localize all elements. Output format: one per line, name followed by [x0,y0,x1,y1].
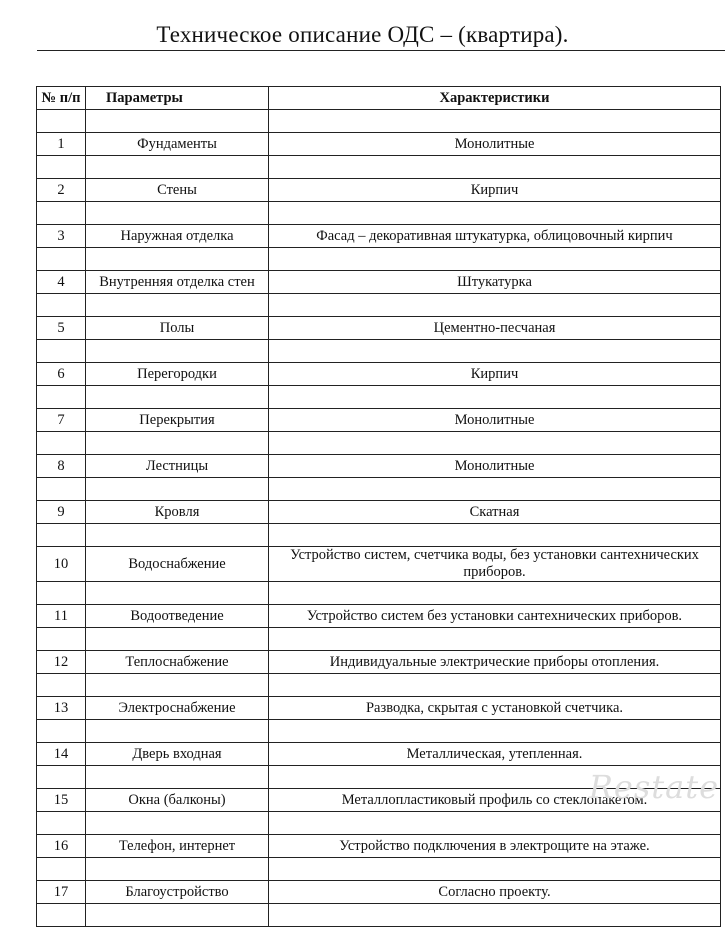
spacer-row [37,110,721,133]
row-number: 3 [37,225,86,248]
row-param: Лестницы [86,455,269,478]
spacer-cell [86,766,269,789]
spacer-row [37,904,721,927]
spacer-cell [37,248,86,271]
row-number: 15 [37,789,86,812]
spacer-cell [269,340,721,363]
row-value: Индивидуальные электрические приборы отопления. [269,651,721,674]
row-number: 13 [37,697,86,720]
table-row [37,409,721,432]
spacer-cell [269,674,721,697]
spacer-cell [37,432,86,455]
spacer-cell [37,202,86,225]
row-value: Металлопластиковый профиль со стеклопакетом. [269,789,721,812]
row-number: 6 [37,363,86,386]
spacer-row [37,294,721,317]
spacer-cell [37,386,86,409]
header-params: Параметры [86,87,269,110]
spacer-cell [269,812,721,835]
table-row [37,501,721,524]
spacer-row [37,674,721,697]
spacer-cell [86,202,269,225]
row-value: Согласно проекту. [269,881,721,904]
row-number: 10 [37,547,86,582]
row-number: 17 [37,881,86,904]
spacer-cell [37,478,86,501]
spacer-cell [86,432,269,455]
spacer-cell [269,110,721,133]
spacer-cell [86,628,269,651]
restate-watermark: Restate [588,768,719,806]
row-value: Кирпич [269,179,721,202]
row-param: Дверь входная [86,743,269,766]
spacer-row [37,812,721,835]
row-param: Стены [86,179,269,202]
spacer-cell [86,340,269,363]
table-row [37,317,721,340]
spacer-cell [86,478,269,501]
row-param: Электроснабжение [86,697,269,720]
row-param: Фундаменты [86,133,269,156]
spacer-cell [269,156,721,179]
spacer-cell [37,340,86,363]
row-number: 12 [37,651,86,674]
row-number: 2 [37,179,86,202]
spacer-cell [86,904,269,927]
spacer-cell [37,294,86,317]
table-row [37,835,721,858]
row-param: Телефон, интернет [86,835,269,858]
spacer-row [37,582,721,605]
spacer-cell [86,858,269,881]
spacer-row [37,248,721,271]
table-row [37,881,721,904]
spacer-cell [37,766,86,789]
row-value: Металлическая, утепленная. [269,743,721,766]
row-param: Водоснабжение [86,547,269,582]
spacer-cell [269,294,721,317]
spacer-cell [37,812,86,835]
table-row [37,225,721,248]
spacer-cell [269,202,721,225]
spacer-cell [269,858,721,881]
row-number: 9 [37,501,86,524]
row-param: Перегородки [86,363,269,386]
table-row [37,651,721,674]
row-value: Устройство систем, счетчика воды, без установки сантехнических приборов. [269,547,721,582]
spacer-cell [37,720,86,743]
table-row [37,697,721,720]
spacer-row [37,432,721,455]
row-param: Водоотведение [86,605,269,628]
spacer-cell [269,432,721,455]
spacer-cell [269,386,721,409]
row-param: Внутренняя отделка стен [86,271,269,294]
spacer-cell [269,524,721,547]
row-number: 16 [37,835,86,858]
spacer-row [37,720,721,743]
document-title: Техническое описание ОДС – (квартира). [156,22,569,47]
row-number: 1 [37,133,86,156]
row-number: 14 [37,743,86,766]
spacer-cell [269,904,721,927]
row-value: Монолитные [269,133,721,156]
table-row [37,743,721,766]
spacer-cell [37,904,86,927]
row-param: Перекрытия [86,409,269,432]
spacer-cell [269,478,721,501]
row-number: 11 [37,605,86,628]
row-value: Штукатурка [269,271,721,294]
table-row [37,179,721,202]
header-num: № п/п [37,87,86,110]
table-row [37,133,721,156]
table-row [37,271,721,294]
row-param: Кровля [86,501,269,524]
title-underline [37,50,725,51]
table-row [37,363,721,386]
row-value: Устройство систем без установки сантехнических приборов. [269,605,721,628]
row-value: Монолитные [269,455,721,478]
spacer-cell [86,812,269,835]
row-value: Цементно-песчаная [269,317,721,340]
row-value: Фасад – декоративная штукатурка, облицовочный кирпич [269,225,721,248]
row-param: Наружная отделка [86,225,269,248]
spacer-cell [269,582,721,605]
spacer-cell [37,156,86,179]
spacer-cell [37,674,86,697]
row-number: 8 [37,455,86,478]
spacer-cell [269,248,721,271]
row-number: 5 [37,317,86,340]
spacer-row [37,386,721,409]
header-values: Характеристики [269,87,721,110]
row-value: Разводка, скрытая с установкой счетчика. [269,697,721,720]
spacer-row [37,156,721,179]
table-row [37,547,721,582]
row-param: Теплоснабжение [86,651,269,674]
spacer-cell [269,628,721,651]
row-value: Монолитные [269,409,721,432]
spacer-cell [86,110,269,133]
spacer-row [37,524,721,547]
spacer-cell [37,524,86,547]
spacer-cell [86,582,269,605]
table-header-row [37,87,721,110]
spacer-row [37,202,721,225]
spacer-row [37,478,721,501]
spacer-row [37,340,721,363]
spacer-cell [86,720,269,743]
spacer-cell [269,720,721,743]
spacer-cell [37,110,86,133]
row-param: Полы [86,317,269,340]
row-value: Кирпич [269,363,721,386]
spacer-cell [86,248,269,271]
spacer-cell [86,386,269,409]
spacer-cell [86,674,269,697]
spacer-cell [86,156,269,179]
row-param: Благоустройство [86,881,269,904]
table-row [37,605,721,628]
row-param: Окна (балконы) [86,789,269,812]
row-value: Скатная [269,501,721,524]
table-row [37,455,721,478]
spacer-cell [86,294,269,317]
spacer-cell [37,858,86,881]
row-number: 7 [37,409,86,432]
row-number: 4 [37,271,86,294]
spacer-cell [86,524,269,547]
row-value: Устройство подключения в электрощите на этаже. [269,835,721,858]
spacer-row [37,628,721,651]
spacer-cell [37,582,86,605]
spacer-row [37,858,721,881]
spacer-cell [37,628,86,651]
